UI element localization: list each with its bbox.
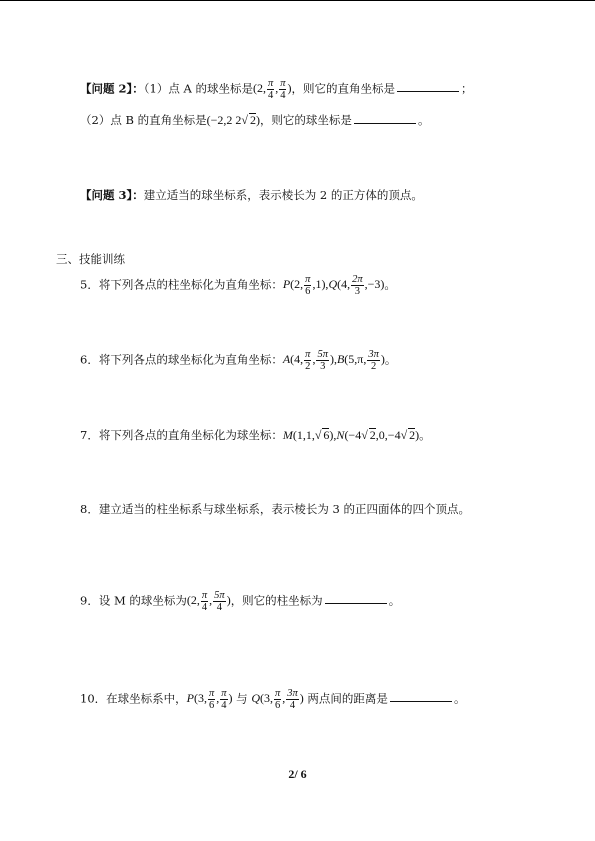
- exercise-7-points: M(1,1,√ 6),N(−4√ 2,0,−4√ 2): [282, 428, 420, 442]
- question-2-part-2: （2）点 B 的直角坐标是(−2,2 2√ 2)，则它的球坐标是 。: [80, 113, 430, 127]
- exercise-5-label: 5．将下列各点的柱坐标化为直角坐标：: [80, 277, 283, 292]
- page-number: 2/ 6: [288, 767, 307, 781]
- exercise-8: 8．建立适当的柱坐标系与球坐标系，表示棱长为 3 的正四面体的四个顶点。: [80, 502, 470, 516]
- point-a-spherical-coord: (2, $\frac{\pi}{4}$ , $\frac{\pi}{4}$ ): [252, 78, 292, 101]
- q2-p2-prefix: （2）点 B 的直角坐标是: [80, 113, 207, 127]
- exercise-6: 6．将下列各点的球坐标化为直角坐标：A(4, $\frac{\pi}{2}$ , $\frac{5\pi}{3}$ ),B(5,π, $\frac{3\pi}{2}$ )。: [80, 349, 397, 372]
- section-heading: 三、技能训练: [56, 252, 125, 266]
- top-border-line: [0, 0, 595, 1]
- question-2-heading: 【问题 2】：: [80, 81, 144, 96]
- exercise-5: 5．将下列各点的柱坐标化为直角坐标：P(2, $\frac{\pi}{6}$ ,1),Q(4, $\frac{2\pi}{3}$ ,−3)。: [80, 274, 396, 297]
- fraction-pi-over-4: $\frac{\pi}{4}$: [280, 78, 286, 101]
- exercise-5-points: P(2, $\frac{\pi}{6}$ ,1),Q(4, $\frac{2\pi}{3}$ ,−3): [282, 274, 385, 297]
- q2-p2-suffix: ，则它的球坐标是: [259, 113, 352, 127]
- answer-blank[interactable]: [325, 593, 387, 604]
- answer-blank[interactable]: [397, 81, 459, 92]
- q2-p1-prefix: （1）点 A 的球坐标是: [143, 81, 253, 96]
- exercise-10-suffix: 两点间的距离是: [303, 691, 388, 706]
- question-3: [80, 187, 423, 203]
- exercise-6-points: A(4, $\frac{\pi}{2}$ , $\frac{5\pi}{3}$ ),B(5,π, $\frac{3\pi}{2}$ ): [282, 349, 385, 372]
- exercise-9-prefix: 9．设 M 的球坐标为: [80, 593, 187, 608]
- question-2-part-1: 【问题 2】：（1）点 A 的球坐标是(2, $\frac{\pi}{4}$ , $\frac{\pi}{4}$ )，则它的直角坐标是 ；: [80, 78, 473, 101]
- fraction-pi-over-4: $\frac{\pi}{4}$: [267, 78, 274, 101]
- question-3-text: 建立适当的球坐标系，表示棱长为 2 的正方体的顶点。: [143, 188, 423, 202]
- q2-p1-suffix: ，则它的直角坐标是: [291, 81, 395, 96]
- answer-blank[interactable]: [354, 113, 416, 124]
- exercise-9-suffix: ，则它的柱坐标为: [230, 593, 323, 608]
- exercise-10-prefix: 10．在球坐标系中，: [80, 691, 187, 706]
- exercise-9: 9．设 M 的球坐标为(2, $\frac{\pi}{4}$ , $\frac{5\pi}{4}$ )，则它的柱坐标为 。: [80, 590, 401, 613]
- exercise-7: 7．将下列各点的直角坐标化为球坐标：M(1,1,√ 6),N(−4√ 2,0,−4√ 2)。: [80, 428, 431, 442]
- exercise-10-point-p: P(3, $\frac{\pi}{6}$ , $\frac{\pi}{4}$ ): [186, 688, 233, 711]
- exercise-10: 10．在球坐标系中，P(3, $\frac{\pi}{6}$ , $\frac{\pi}{4}$ ) 与 Q(3, $\frac{\pi}{6}$ , $\frac{3\pi}{4}$ ) 两点间的距离是 。: [80, 688, 466, 711]
- exercise-9-coord: (2, $\frac{\pi}{4}$ , $\frac{5\pi}{4}$ ): [186, 590, 231, 613]
- point-b-cartesian-coord: (−2,2 2√ 2): [206, 113, 260, 127]
- answer-blank[interactable]: [390, 691, 452, 702]
- question-3-heading: 【问题 3】：: [80, 188, 144, 202]
- exercise-10-point-q: Q(3, $\frac{\pi}{6}$ , $\frac{3\pi}{4}$ ): [251, 688, 304, 711]
- exercise-6-label: 6．将下列各点的球坐标化为直角坐标：: [80, 352, 283, 367]
- exercise-7-label: 7．将下列各点的直角坐标化为球坐标：: [80, 428, 283, 442]
